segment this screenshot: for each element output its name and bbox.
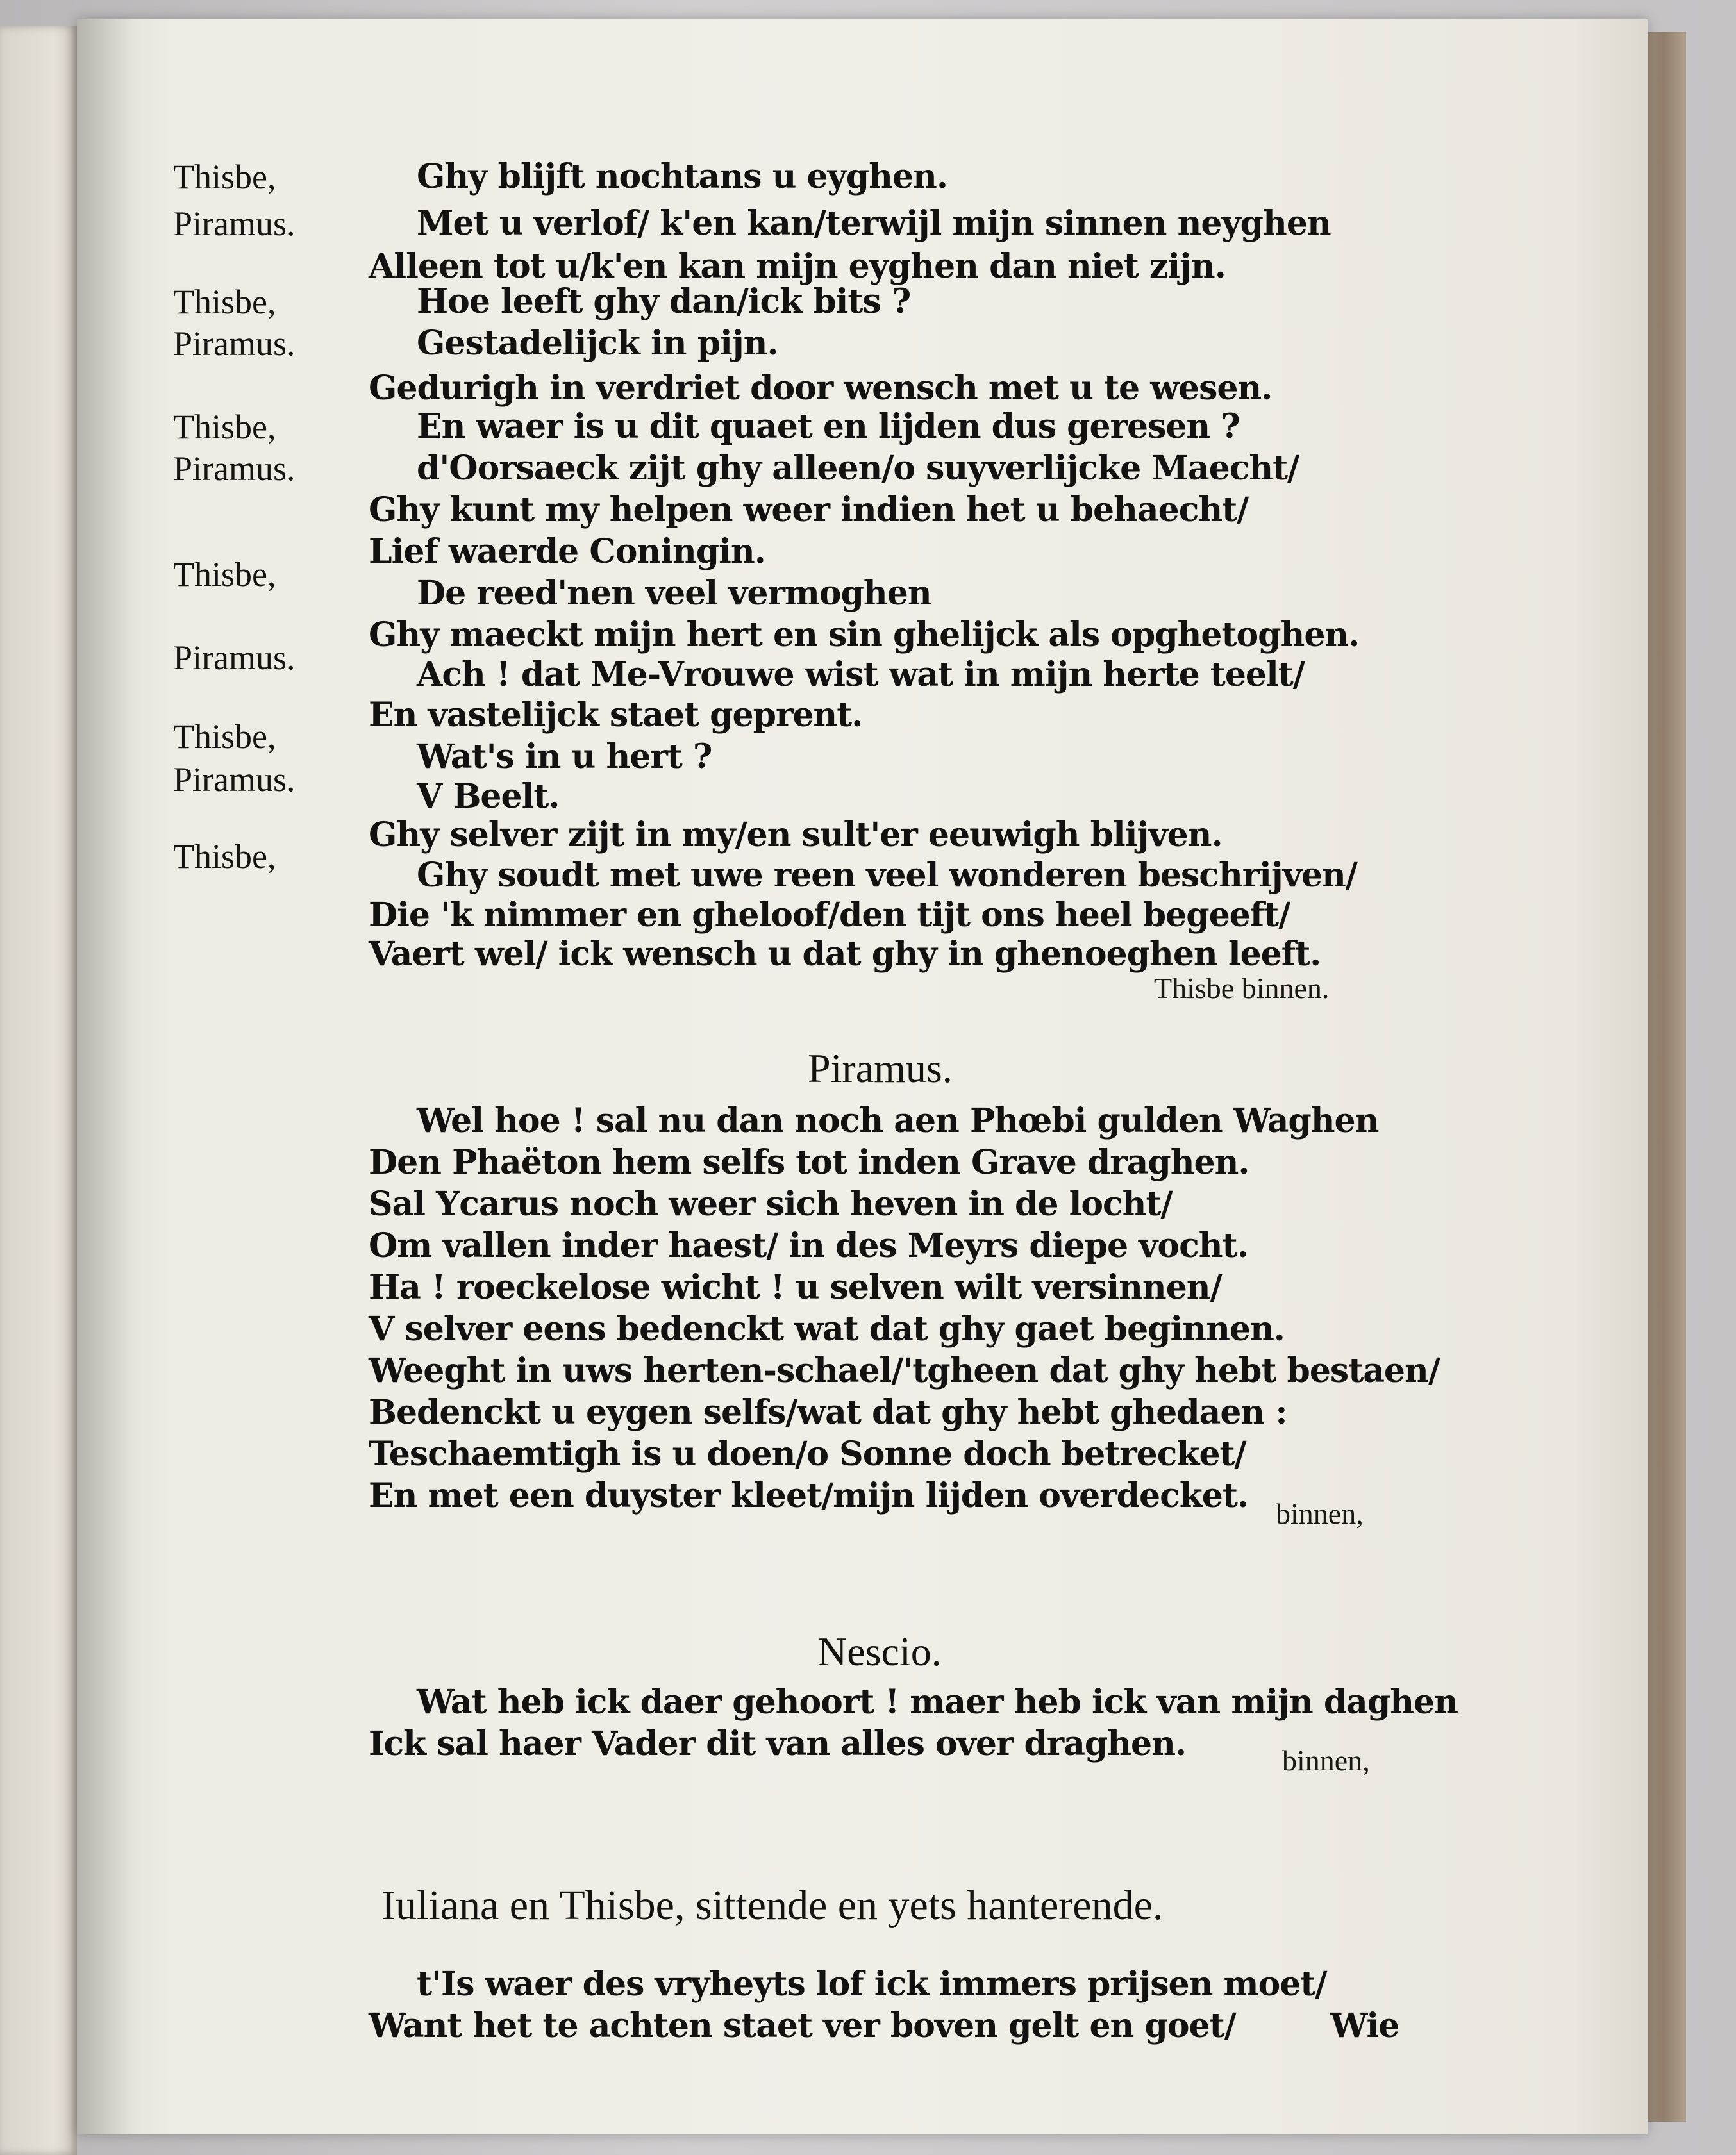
dialogue-line: Hoe leeft ghy dan/ick bits ? <box>417 282 911 321</box>
stage-direction-exit: binnen, <box>1276 1497 1364 1530</box>
monologue-line: En met een duyster kleet/mijn lijden overdecket. <box>369 1476 1248 1515</box>
dialogue-line: Ghy maeckt mijn hert en sin ghelijck als opghetoghen. <box>369 615 1360 654</box>
monologue-line: Bedenckt u eygen selfs/wat dat ghy hebt ghedaen : <box>369 1393 1287 1432</box>
dialogue-line: En vastelijck staet geprent. <box>369 695 863 735</box>
dialogue-line: Die 'k nimmer en gheloof/den tijt ons heel begeeft/ <box>369 895 1290 935</box>
monologue-line: Den Phaëton hem selfs tot inden Grave draghen. <box>369 1143 1249 1182</box>
dialogue-line: Lief waerde Coningin. <box>369 532 765 571</box>
speaker-label: Piramus. <box>173 449 296 488</box>
dialogue-line: Met u verlof/ k'en kan/terwijl mijn sinnen neyghen <box>417 204 1331 243</box>
book-edge <box>1641 32 1686 2122</box>
monologue-heading: Piramus. <box>808 1045 953 1091</box>
dialogue-line: Vaert wel/ ick wensch u dat ghy in ghenoeghen leeft. <box>369 935 1321 974</box>
dialogue-line: Gestadelijck in pijn. <box>417 324 778 363</box>
nescio-line: Ick sal haer Vader dit van alles over draghen. <box>369 1724 1187 1763</box>
dialogue-line: Ghy soudt met uwe reen veel wonderen beschrijven/ <box>417 856 1357 895</box>
speaker-label: Thisbe, <box>173 283 276 321</box>
speaker-label: Thisbe, <box>173 408 276 446</box>
monologue-line: Teschaemtigh is u doen/o Sonne doch betrecket/ <box>369 1435 1246 1474</box>
gutter-shadow <box>77 19 135 2134</box>
dialogue-line: En waer is u dit quaet en lijden dus geresen ? <box>417 407 1240 446</box>
stage-direction-exit: binnen, <box>1282 1744 1370 1777</box>
speaker-label: Piramus. <box>173 204 296 243</box>
dialogue-line: De reed'nen veel vermoghen <box>417 574 931 613</box>
stage-direction-exit: Thisbe binnen. <box>1154 972 1330 1004</box>
monologue-line: Sal Ycarus noch weer sich heven in de locht/ <box>369 1185 1173 1224</box>
monologue-line: Weeght in uws herten-schael/'tgheen dat ghy hebt bestaen/ <box>369 1351 1440 1390</box>
dialogue-line: d'Oorsaeck zijt ghy alleen/o suyverlijcke Maecht/ <box>417 449 1299 488</box>
left-page-edge <box>0 26 77 2155</box>
verse-line: t'Is waer des vryheyts lof ick immers prijsen moet/ <box>417 1965 1327 2004</box>
catchword: Wie <box>1330 2006 1399 2045</box>
verse-line: Want het te achten staet ver boven gelt en goet/ <box>369 2006 1236 2045</box>
nescio-line: Wat heb ick daer gehoort ! maer heb ick van mijn daghen <box>417 1683 1458 1722</box>
nescio-heading: Nescio. <box>817 1629 942 1674</box>
dialogue-line: Ghy selver zijt in my/en sult'er eeuwigh blijven. <box>369 815 1223 854</box>
dialogue-line: V Beelt. <box>417 777 560 816</box>
monologue-line: Ha ! roeckelose wicht ! u selven wilt versinnen/ <box>369 1268 1222 1307</box>
monologue-line: Wel hoe ! sal nu dan noch aen Phœbi gulden Waghen <box>417 1101 1379 1140</box>
dialogue-line: Ghy kunt my helpen weer indien het u behaecht/ <box>369 490 1249 529</box>
dialogue-line: Alleen tot u/k'en kan mijn eyghen dan niet zijn. <box>369 247 1226 286</box>
dialogue-line: Ach ! dat Me-Vrouwe wist wat in mijn herte teelt/ <box>417 655 1305 694</box>
dialogue-line: Gedurigh in verdriet door wensch met u te wesen. <box>369 369 1273 408</box>
speaker-label: Thisbe, <box>173 555 276 594</box>
dialogue-line: Ghy blijft nochtans u eyghen. <box>417 157 947 196</box>
speaker-label: Thisbe, <box>173 717 276 756</box>
speaker-label: Piramus. <box>173 760 296 799</box>
speaker-label: Piramus. <box>173 324 296 363</box>
scene-heading: Iuliana en Thisbe, sittende en yets hanterende. <box>381 1882 1164 1929</box>
speaker-label: Piramus. <box>173 638 296 677</box>
monologue-line: Om vallen inder haest/ in des Meyrs diepe vocht. <box>369 1226 1248 1265</box>
monologue-line: V selver eens bedenckt wat dat ghy gaet beginnen. <box>369 1310 1285 1349</box>
speaker-label: Thisbe, <box>173 837 276 876</box>
dialogue-line: Wat's in u hert ? <box>417 737 712 776</box>
speaker-label: Thisbe, <box>173 158 276 196</box>
